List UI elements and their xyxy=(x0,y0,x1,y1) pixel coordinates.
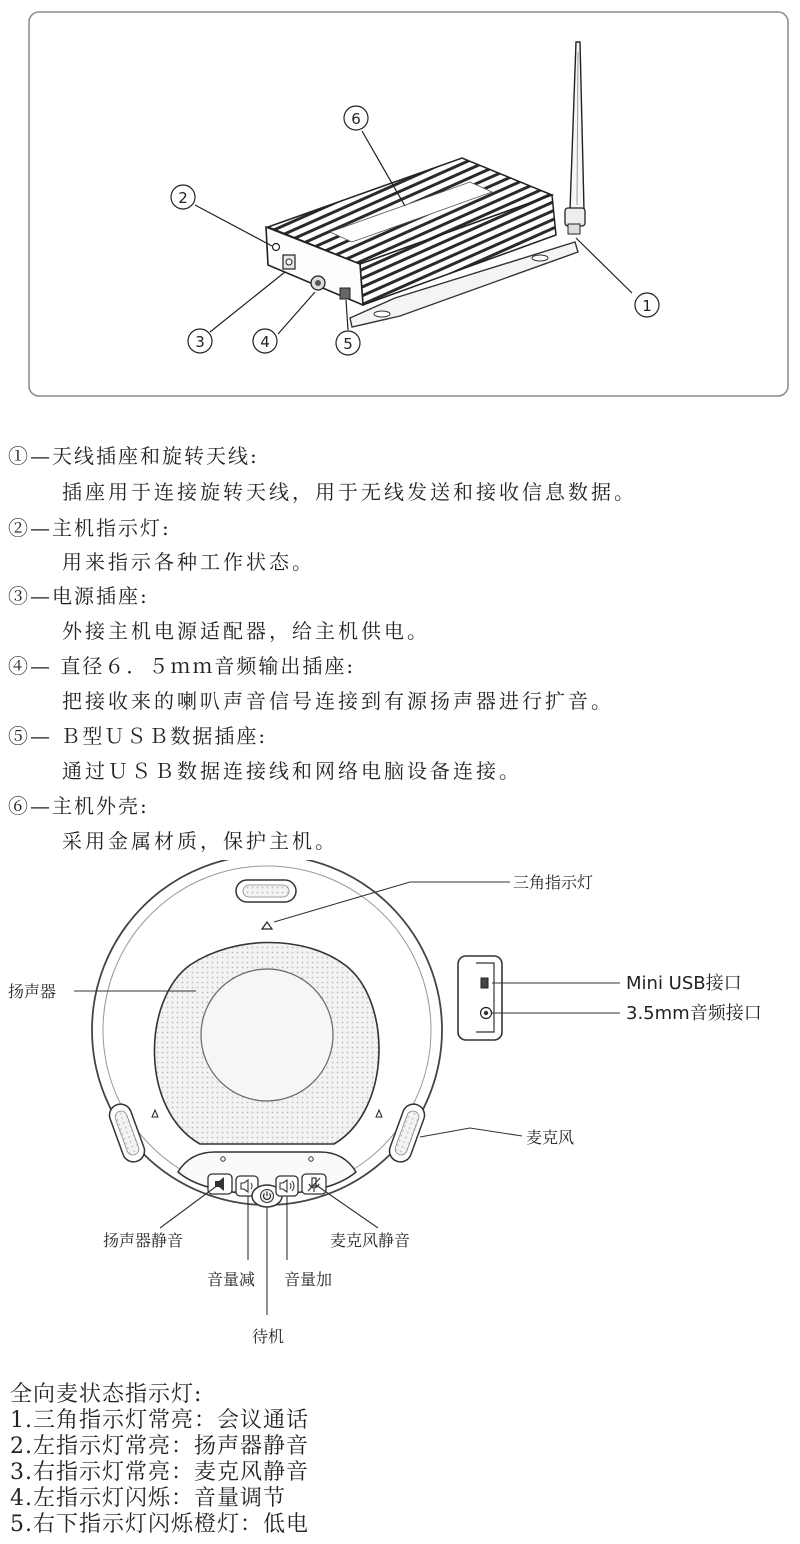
microphone-label: 麦克风 xyxy=(526,1128,575,1147)
status-item-3: 3.右指示灯常亮：麦克风静音 xyxy=(10,1460,309,1485)
status-item-5: 5.右下指示灯闪烁橙灯：低电 xyxy=(10,1512,309,1537)
side-port-panel xyxy=(458,956,502,1040)
host-device-figure xyxy=(0,0,800,410)
speaker-label: 扬声器 xyxy=(8,982,57,1001)
callout-1-label: 1 xyxy=(642,297,652,315)
volume-down-label: 音量减 xyxy=(207,1270,256,1289)
status-item-2: 2.左指示灯常亮：扬声器静音 xyxy=(10,1434,309,1459)
description-4-head: ④— 直径６．５ｍｍ音频输出插座: xyxy=(8,654,356,678)
description-4-body: 把接收来的喇叭声音信号连接到有源扬声器进行扩音。 xyxy=(62,689,614,713)
triangle-light-label: 三角指示灯 xyxy=(513,873,594,892)
mini-usb-label: Mini USB接口 xyxy=(626,973,742,994)
description-5-body: 通过ＵＳＢ数据连接线和网络电脑设备连接。 xyxy=(62,759,522,783)
indicator-status-list xyxy=(10,1382,309,1538)
callout-5-label: 5 xyxy=(343,335,353,353)
callout-6-label: 6 xyxy=(351,110,361,128)
mic-mute-button[interactable] xyxy=(302,1174,326,1194)
indicator-light xyxy=(273,244,280,251)
callout-4-label: 4 xyxy=(260,333,270,351)
standby-label: 待机 xyxy=(252,1327,285,1346)
mini-usb-port xyxy=(481,978,488,988)
status-title: 全向麦状态指示灯: xyxy=(10,1382,203,1407)
description-2-head: ②—主机指示灯: xyxy=(8,516,171,540)
speaker-mute-button[interactable] xyxy=(208,1174,232,1194)
volume-up-button[interactable] xyxy=(276,1176,298,1196)
callout-3-label: 3 xyxy=(195,333,205,351)
volume-up-label: 音量加 xyxy=(284,1270,333,1289)
audio-jack-label: 3.5mm音频接口 xyxy=(626,1003,762,1024)
status-item-4: 4.左指示灯闪烁：音量调节 xyxy=(10,1486,286,1511)
speaker-mute-label: 扬声器静音 xyxy=(103,1231,184,1250)
description-3-head: ③—电源插座: xyxy=(8,584,149,608)
speakerphone-figure xyxy=(0,860,800,1360)
callout-2-label: 2 xyxy=(178,189,188,207)
description-1-head: ①—天线插座和旋转天线: xyxy=(8,444,259,468)
status-item-1: 1.三角指示灯常亮：会议通话 xyxy=(10,1408,309,1433)
description-6-body: 采用金属材质，保护主机。 xyxy=(62,829,338,853)
mic-mute-label: 麦克风静音 xyxy=(330,1231,411,1250)
description-3-body: 外接主机电源适配器，给主机供电。 xyxy=(62,619,430,643)
description-1-body: 插座用于连接旋转天线，用于无线发送和接收信息数据。 xyxy=(62,480,637,504)
description-5-head: ⑤— Ｂ型ＵＳＢ数据插座: xyxy=(8,724,268,748)
description-6-head: ⑥—主机外壳: xyxy=(8,794,149,818)
usb-b-port xyxy=(340,288,350,299)
speaker-cone xyxy=(201,969,333,1101)
description-2-body: 用来指示各种工作状态。 xyxy=(62,550,315,574)
